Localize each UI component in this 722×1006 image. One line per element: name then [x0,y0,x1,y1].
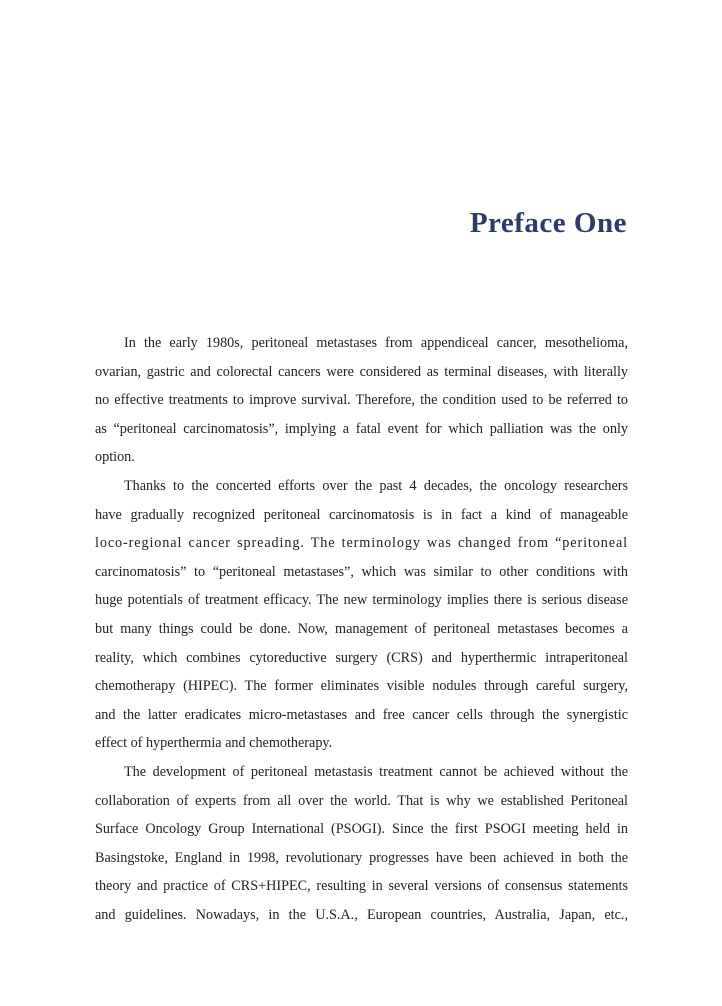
text-line: and the latter eradicates micro-metastases and free cancer cells through the synergistic [95,706,628,723]
text-line: The development of peritoneal metastasis treatment cannot be achieved without the [124,763,628,780]
text-line: reality, which combines cytoreductive surgery (CRS) and hyperthermic intraperitoneal [95,649,628,666]
text-line: carcinomatosis” to “peritoneal metastases”, which was similar to other conditions with [95,563,628,580]
text-line: as “peritoneal carcinomatosis”, implying a fatal event for which palliation was the only [95,420,628,437]
text-line: In the early 1980s, peritoneal metastases from appendiceal cancer, mesothelioma, [124,335,628,351]
text-line: Basingstoke, England in 1998, revolutionary progresses have been achieved in both the [95,849,628,866]
text-line: Surface Oncology Group International (PSOGI). Since the first PSOGI meeting held in [95,821,628,838]
text-line: no effective treatments to improve survival. Therefore, the condition used to be referred to [95,392,628,409]
text-line: huge potentials of treatment efficacy. The new terminology implies there is serious disease [95,592,628,609]
text-line: option. [95,449,135,466]
page-title: Preface One [469,207,627,239]
preface-body [95,329,628,929]
text-line: chemotherapy (HIPEC). The former eliminates visible nodules through careful surgery, [95,678,628,695]
text-line: have gradually recognized peritoneal carcinomatosis is in fact a kind of manageable [95,506,628,523]
text-line: collaboration of experts from all over the world. That is why we established Peritoneal [95,792,628,809]
text-line: ovarian, gastric and colorectal cancers were considered as terminal diseases, with literally [95,363,628,380]
text-line: and guidelines. Nowadays, in the U.S.A., European countries, Australia, Japan, etc., [95,906,628,923]
text-line: theory and practice of CRS+HIPEC, resulting in several versions of consensus statements [95,878,628,895]
text-line: effect of hyperthermia and chemotherapy. [95,735,333,752]
text-line: loco-regional cancer spreading. The terminology was changed from “peritoneal [95,535,628,552]
text-line: Thanks to the concerted efforts over the past 4 decades, the oncology researchers [124,477,628,494]
text-line: but many things could be done. Now, management of peritoneal metastases becomes a [95,620,628,637]
